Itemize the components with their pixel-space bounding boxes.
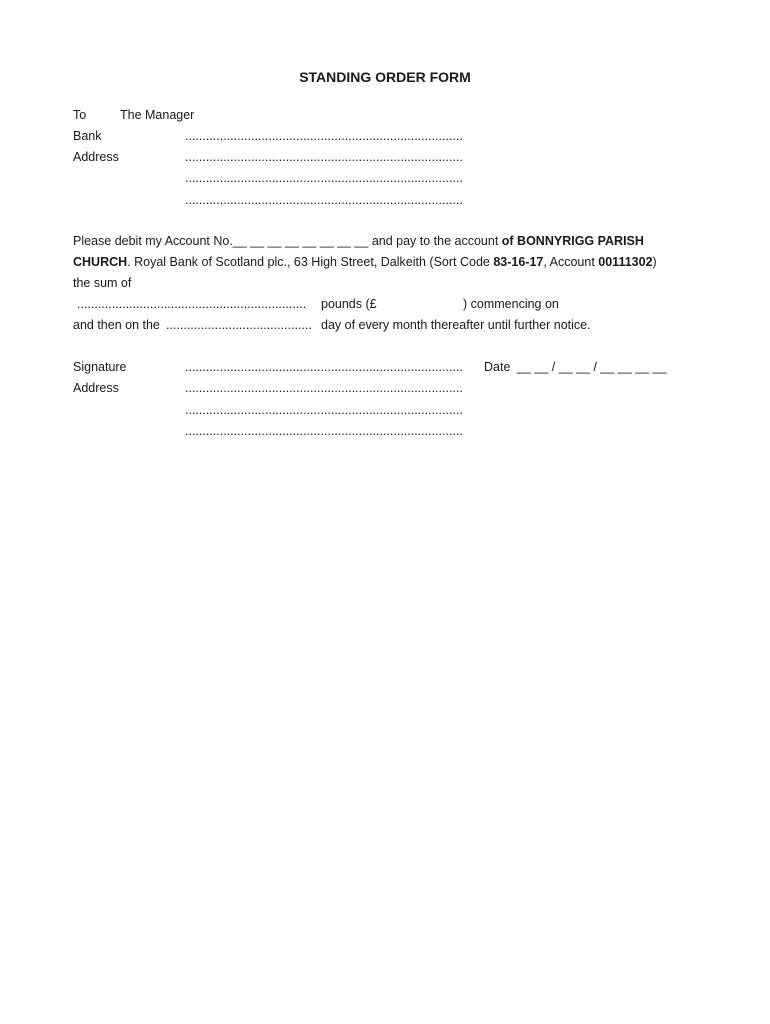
instruction-line-2	[73, 254, 657, 270]
date-label: Date	[484, 360, 511, 374]
sort-code: 83-16-17	[493, 255, 544, 269]
payee-name-part-1: of BONNYRIGG PARISH	[501, 234, 644, 248]
sum-of-label: the sum of	[73, 276, 132, 290]
signer-address-field-2[interactable]: ................................................................................	[185, 403, 463, 417]
then-on-label: and then on the	[73, 318, 160, 332]
signature-label: Signature	[73, 360, 127, 374]
page-title: STANDING ORDER FORM	[299, 69, 471, 85]
day-field[interactable]: ..........................................	[166, 318, 312, 332]
signer-address-label: Address	[73, 381, 119, 395]
bank-label: Bank	[73, 129, 102, 143]
signer-address-field-3[interactable]: ................................................................................	[185, 424, 463, 438]
signature-field[interactable]: ................................................................................	[185, 360, 463, 374]
commencing-label: ) commencing on	[463, 297, 559, 311]
instruction-text: Please debit my Account No.__ __ __ __ __ __ __ __ and pay to the account	[73, 234, 502, 248]
bank-address-field-3[interactable]: ................................................................................	[185, 193, 463, 207]
to-label: To	[73, 108, 87, 122]
monthly-notice-text: day of every month thereafter until further notice.	[321, 318, 591, 332]
bank-address-field-1[interactable]: ................................................................................	[185, 150, 463, 164]
instruction-line-1	[73, 233, 644, 249]
bank-details-text: . Royal Bank of Scotland plc., 63 High Street, Dalkeith (Sort Code	[127, 255, 494, 269]
pounds-label: pounds (£	[321, 297, 377, 311]
to-value: The Manager	[120, 108, 195, 122]
payee-name-part-2: CHURCH	[73, 255, 128, 269]
date-field[interactable]: __ __ / __ __ / __ __ __ __	[517, 360, 667, 374]
address-label: Address	[73, 150, 119, 164]
closing-paren: )	[652, 255, 657, 269]
account-label: , Account	[543, 255, 599, 269]
bank-field[interactable]: ................................................................................	[185, 129, 463, 143]
bank-address-field-2[interactable]: ................................................................................	[185, 171, 463, 185]
account-number: 00111302	[598, 255, 653, 269]
amount-words-field[interactable]: ..................................................................	[77, 297, 307, 311]
signer-address-field-1[interactable]: ................................................................................	[185, 381, 463, 395]
